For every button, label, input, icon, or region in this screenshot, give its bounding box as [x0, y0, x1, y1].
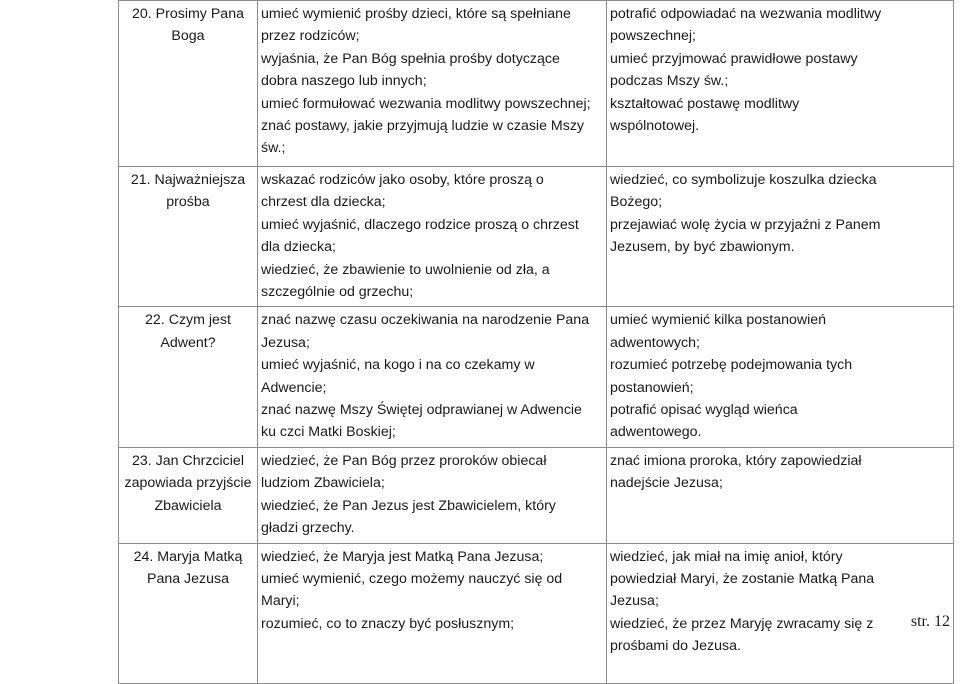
- cell-line: wiedzieć, że Maryja jest Matką Pana Jezusa;: [261, 548, 544, 565]
- cell-line: Jezusa;: [610, 593, 659, 610]
- cell-line: rozumieć potrzebę podejmowania tych: [610, 357, 853, 374]
- cell-line: wiedzieć, że Pan Bóg przez proroków obiecał: [261, 452, 547, 469]
- cell-line: Boga: [171, 28, 205, 45]
- cell-line: Jezusa;: [261, 334, 310, 351]
- table-row: [119, 167, 954, 307]
- goals-cell: [258, 447, 607, 543]
- table-row: [119, 447, 954, 543]
- cell-line: kształtować postawę modlitwy: [610, 95, 800, 112]
- cell-line: Pana Jezusa: [146, 570, 230, 587]
- cell-line: wskazać rodziców jako osoby, które proszą o: [261, 172, 544, 188]
- cell-line: wyjaśnia, że Pan Bóg spełnia prośby dotyczące: [261, 50, 560, 67]
- goals-cell: [258, 167, 607, 307]
- skills-cell: [607, 167, 954, 307]
- table-row: [119, 307, 954, 447]
- cell-line: znać nazwę Mszy Świętej odprawianej w Adwencie: [261, 402, 582, 419]
- cell-line: powiedział Maryi, że zostanie Matką Pana: [610, 570, 875, 587]
- cell-line: znać imiona proroka, który zapowiedział: [610, 452, 862, 469]
- cell-line: rozumieć, co to znaczy być posłusznym;: [261, 615, 515, 632]
- cell-line: przejawiać wolę życia w przyjaźni z Panem: [610, 216, 881, 233]
- curriculum-table: [118, 0, 954, 684]
- cell-line: adwentowych;: [610, 334, 700, 351]
- topic-cell: [119, 1, 258, 167]
- skills-cell: [607, 543, 954, 683]
- cell-line: znać nazwę czasu oczekiwania na narodzenie Pana: [261, 312, 590, 329]
- cell-line: umieć wymienić prośby dzieci, które są spełniane: [261, 6, 571, 22]
- cell-line: szczególnie od grzechu;: [261, 284, 414, 301]
- cell-line: podczas Mszy św.;: [610, 73, 729, 90]
- cell-line: chrzest dla dziecka;: [261, 194, 386, 211]
- topic-cell: [119, 167, 258, 307]
- cell-line: umieć przyjmować prawidłowe postawy: [610, 50, 858, 67]
- cell-line: 20. Prosimy Pana: [132, 6, 244, 22]
- topic-cell: [119, 543, 258, 683]
- goals-cell: [258, 543, 607, 683]
- cell-line: zapowiada przyjście: [124, 475, 252, 492]
- cell-line: potrafić odpowiadać na wezwania modlitwy: [610, 6, 882, 22]
- page-number: str. 12: [910, 613, 950, 630]
- cell-line: przez rodziców;: [261, 28, 360, 45]
- cell-line: umieć wymienić kilka postanowień: [610, 312, 827, 329]
- table-row: [119, 543, 954, 683]
- topic-cell: [119, 307, 258, 447]
- cell-line: wiedzieć, że Pan Jezus jest Zbawicielem, który: [261, 497, 556, 514]
- cell-line: powszechnej;: [610, 28, 696, 45]
- cell-line: wiedzieć, że zbawienie to uwolnienie od zła, a: [261, 261, 550, 278]
- cell-line: prośbami do Jezusa.: [610, 638, 741, 655]
- cell-line: prośba: [166, 194, 210, 211]
- goals-cell: [258, 1, 607, 167]
- cell-line: potrafić opisać wygląd wieńca: [610, 402, 798, 419]
- cell-line: adwentowego.: [610, 424, 702, 441]
- cell-line: Adwencie;: [261, 379, 327, 396]
- cell-line: św.;: [261, 140, 286, 157]
- cell-line: Jezusem, by być zbawionym.: [610, 239, 795, 256]
- cell-line: wspólnotowej.: [610, 118, 700, 135]
- cell-line: ku czci Matki Boskiej;: [261, 424, 396, 441]
- cell-line: wiedzieć, jak miał na imię anioł, który: [610, 548, 843, 565]
- cell-line: 24. Maryja Matką: [133, 548, 243, 565]
- cell-line: umieć wymienić, czego możemy nauczyć się od: [261, 570, 563, 587]
- skills-cell: [607, 1, 954, 167]
- cell-line: umieć formułować wezwania modlitwy powszechnej;: [261, 95, 591, 112]
- cell-line: umieć wyjaśnić, dlaczego rodzice proszą o chrzest: [261, 216, 579, 233]
- cell-line: znać postawy, jakie przyjmują ludzie w czasie Mszy: [261, 118, 585, 135]
- cell-line: 21. Najważniejsza: [130, 172, 246, 188]
- skills-cell: [607, 447, 954, 543]
- table-row: [119, 1, 954, 167]
- curriculum-table-body: [119, 1, 954, 684]
- cell-line: Bożego;: [610, 194, 663, 211]
- topic-cell: [119, 447, 258, 543]
- cell-line: 22. Czym jest: [145, 312, 231, 329]
- cell-line: dla dziecka;: [261, 239, 336, 256]
- cell-line: dobra naszego lub innych;: [261, 73, 427, 90]
- cell-line: nadejście Jezusa;: [610, 475, 723, 492]
- goals-cell: [258, 307, 607, 447]
- cell-line: postanowień;: [610, 379, 694, 396]
- cell-line: Adwent?: [160, 334, 216, 351]
- cell-line: gładzi grzechy.: [261, 520, 355, 537]
- cell-line: ludziom Zbawiciela;: [261, 475, 385, 492]
- skills-cell: [607, 307, 954, 447]
- cell-line: wiedzieć, że przez Maryję zwracamy się z: [610, 615, 874, 632]
- cell-line: umieć wyjaśnić, na kogo i na co czekamy w: [261, 357, 535, 374]
- cell-line: wiedzieć, co symbolizuje koszulka dziecka: [610, 172, 877, 188]
- cell-line: Maryi;: [261, 593, 300, 610]
- cell-line: Zbawiciela: [154, 497, 222, 514]
- cell-line: 23. Jan Chrzciciel: [132, 452, 244, 469]
